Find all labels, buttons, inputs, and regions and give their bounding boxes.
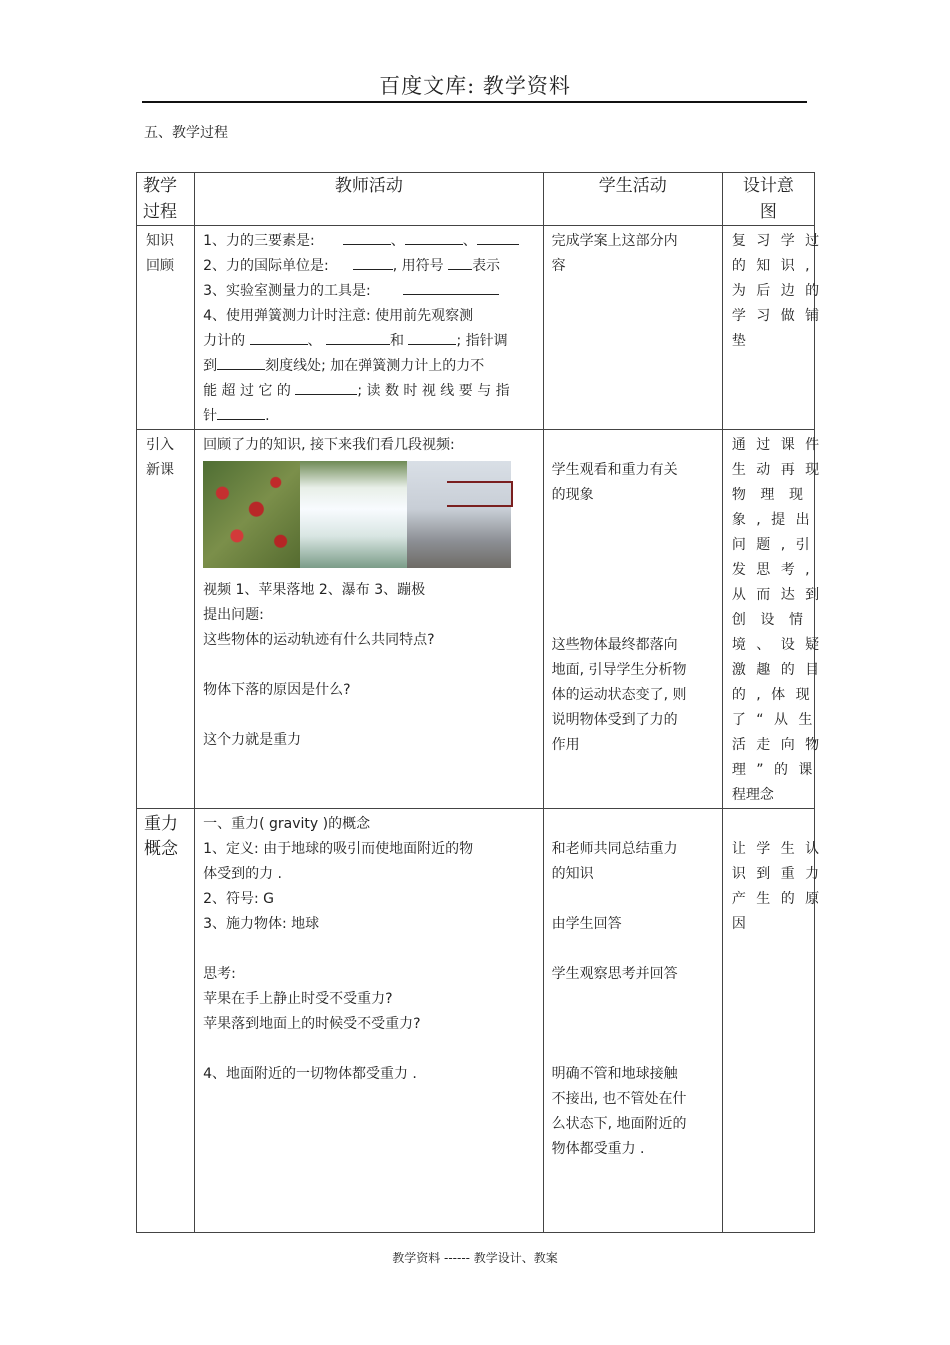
teacher-line: 4、使用弹簧测力计时注意: 使用前先观察测: [203, 308, 474, 324]
teacher-line: 力计的 、 和 ; 指针调: [203, 329, 537, 354]
bungee-image: [407, 461, 511, 568]
student-cell: 学生观看和重力有关 的现象 这些物体最终都落向 地面, 引导学生分析物 体的运动状态变了, 则 说明物体受到了力的 作用: [543, 430, 722, 809]
teacher-line: 针 .: [203, 404, 537, 429]
teacher-line: 2、力的国际单位是: , 用符号 表示: [203, 254, 537, 279]
header-student: 学生活动: [543, 173, 722, 226]
teaching-process-table: [136, 172, 823, 1233]
teacher-line: 能 超 过 它 的 ; 读 数 时 视 线 要 与 指: [203, 379, 537, 404]
stage-cell: 重力 概念: [137, 809, 195, 1233]
intent-cell: 通 过 课 件 生 动 再 现 物 理 现 象 , 提 出 问 题 , 引 发 思 考 , 从 而 达 到 创 设 情 境 、 设 疑 激 趣 的 目 的 , 体 现 了 “ 从 生 活 走 向 物 理 ” 的 课 程理念: [722, 430, 814, 809]
video-images: [203, 461, 537, 568]
stage-cell: 知识 回顾: [137, 226, 195, 430]
student-cell: 和老师共同总结重力 的知识 由学生回答 学生观察思考并回答 明确不管和地球接触 不接出, 也不管处在什 么状态下, 地面附近的 物体都受重力 .: [543, 809, 722, 1233]
table-row: [137, 226, 815, 430]
intent-cell: 复 习 学 过 的 知 识 , 为 后 边 的 学 习 做 铺 垫: [722, 226, 814, 430]
teacher-cell: 一、重力( gravity )的概念 1、定义: 由于地球的吸引而使地面附近的物 体受到的力 . 2、符号: G 3、施力物体: 地球 思考: 苹果在手上静止时受不受重力? 苹果落到地面上的时候受不受重力? 4、地面附近的一切物体都受重力 .: [195, 809, 544, 1233]
teacher-line: 到 刻度线处; 加在弹簧测力计上的力不: [203, 354, 537, 379]
apple-tree-image: [203, 461, 300, 568]
intent-cell: 让 学 生 认 识 到 重 力 产 生 的 原 因: [722, 809, 814, 1233]
page-footer: 教学资料 ------ 教学设计、教案: [392, 1251, 558, 1265]
table-row: [137, 809, 815, 1233]
waterfall-image: [300, 461, 407, 568]
teacher-cell: 回顾了力的知识, 接下来我们看几段视频: 视频 1、苹果落地 2、瀑布 3、蹦极 提出问题: 这些物体的运动轨迹有什么共同特点? 物体下落的原因是什么? 这个力就是重力: [195, 430, 544, 809]
teacher-line: 1、力的三要素是: 、 、: [203, 229, 537, 254]
teacher-cell: [195, 226, 544, 430]
table-header-row: [137, 173, 815, 226]
header-stage: 教学 过程: [137, 173, 195, 226]
teacher-line: 3、实验室测量力的工具是:: [203, 279, 537, 304]
student-cell: 完成学案上这部分内 容: [543, 226, 722, 430]
header-teacher: 教师活动: [195, 173, 544, 226]
page-header-title: 百度文库: 教学资料: [379, 74, 571, 98]
table-row: [137, 430, 815, 809]
header-intent: 设计意 图: [722, 173, 814, 226]
header-rule: [142, 101, 807, 103]
section-title: 五、教学过程: [144, 125, 228, 141]
stage-cell: 引入 新课: [137, 430, 195, 809]
